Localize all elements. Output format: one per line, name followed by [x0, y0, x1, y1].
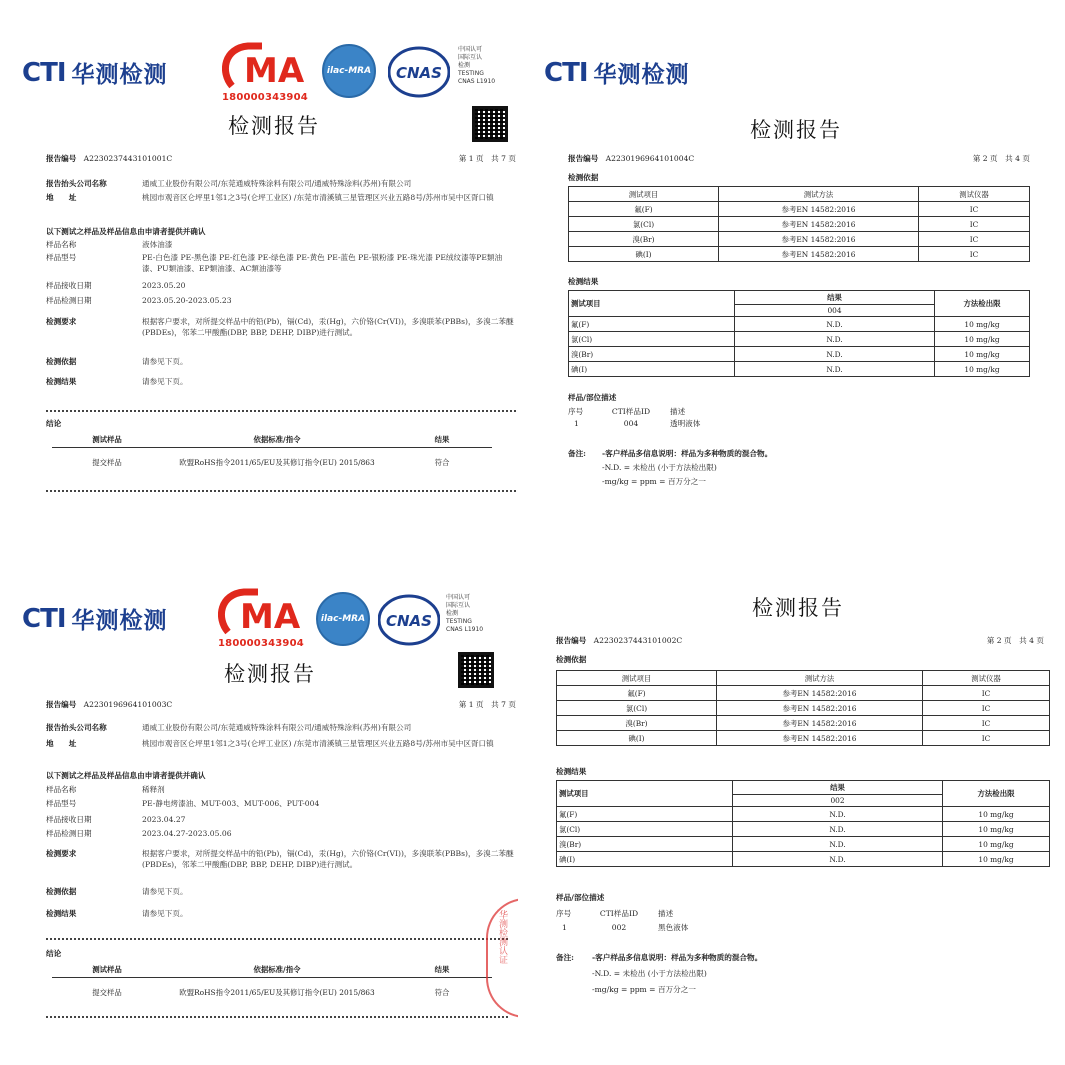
- table-row: 004: [569, 305, 1030, 317]
- table-row: 氯(Cl) 参考EN 14582:2016 IC: [569, 217, 1030, 232]
- conclusion-table: [52, 432, 492, 477]
- requirement-row: 检测要求 根据客户要求，对所提交样品中的铅(Pb)，镉(Cd)，汞(Hg)，六价铬(Cr(VI))，多溴联苯(PBBs)，多溴二苯醚(PBDEs)，邻苯二甲酸酯(DBP, BBP, DEHP, DIBP)进行测试。: [46, 849, 514, 869]
- table-row: 碘(I) 参考EN 14582:2016 IC: [557, 731, 1050, 746]
- note-line-3: -mg/kg = ppm = 百万分之一: [592, 985, 696, 994]
- client-row: 报告抬头公司名称 通威工业股份有限公司/东莞通威特殊涂料有限公司/通威特殊涂料(苏州)有限公司: [46, 179, 412, 188]
- sample-desc-row: 1 004 透明液体: [574, 419, 701, 428]
- result-row: 检测结果 请参见下页。: [46, 909, 188, 918]
- table-row: 测试样品 依据标准/指令 结果: [52, 962, 492, 977]
- table-row: 溴(Br) 参考EN 14582:2016 IC: [557, 716, 1050, 731]
- table-row: 提交样品 欧盟RoHS指令2011/65/EU及其修订指令(EU) 2015/863 符合: [92, 987, 450, 997]
- cti-logo: CTI 华测检测: [22, 603, 168, 634]
- divider: [46, 410, 516, 412]
- cti-logo: CTI 华测检测: [544, 57, 690, 88]
- table-row: 002: [557, 795, 1050, 807]
- table-row: 氟(F) 参考EN 14582:2016 IC: [569, 202, 1030, 217]
- result-table: [568, 290, 1030, 377]
- note-line-2: -N.D. = 未检出 (小于方法检出限): [592, 969, 707, 978]
- conclusion-label: 结论: [46, 419, 62, 428]
- note-line-3: -mg/kg = ppm = 百万分之一: [602, 477, 706, 486]
- cti-logo-text: CTI: [22, 57, 66, 88]
- basis-row: 检测依据 请参见下页。: [46, 887, 188, 896]
- report-number: A2230196964101003C: [83, 700, 173, 709]
- qr-code-icon: [472, 106, 508, 142]
- cma-mark-icon: [218, 588, 304, 649]
- test-date-row: 样品检测日期 2023.05.20-2023.05.23: [46, 296, 232, 305]
- sample-model-row: 样品型号 PE-白色漆 PE-黑色漆 PE-红色漆 PE-绿色漆 PE-黄色 PE-蓝色 PE-银粉漆 PE-珠光漆 PE绒纹漆等PE類油漆、PU類油漆、EP類油漆、AC類油漆等: [46, 253, 503, 273]
- table-row: 氟(F) 参考EN 14582:2016 IC: [557, 686, 1050, 701]
- svg-text:MA: MA: [240, 597, 300, 637]
- table-row: 碘(I) 参考EN 14582:2016 IC: [569, 247, 1030, 262]
- report-page-2: [540, 38, 1050, 500]
- svg-text:CNAS: CNAS: [386, 612, 432, 630]
- result-heading: 检测结果: [556, 767, 587, 776]
- report-number: A2230237443101001C: [83, 154, 173, 163]
- table-row: 碘(I) N.D. 10 mg/kg: [557, 852, 1050, 867]
- cti-logo: [22, 56, 168, 89]
- qr-code-icon: [458, 652, 494, 688]
- sample-desc-heading: 样品/部位描述: [568, 393, 617, 402]
- table-row: 测试项目 结果 方法检出限: [557, 781, 1050, 795]
- table-row: 测试项目 测试方法 测试仪器: [557, 671, 1050, 686]
- ilac-mra-icon: ilac-MRA: [316, 592, 370, 646]
- result-row: 检测结果 请参见下页。: [46, 377, 188, 386]
- table-row: 碘(I) N.D. 10 mg/kg: [569, 362, 1030, 377]
- report-page-4: [540, 568, 1050, 1013]
- report-title: 检测报告: [752, 596, 844, 620]
- note-line-1: 备注: -客户样品多信息说明：样品为多种物质的混合物。: [556, 953, 763, 962]
- table-row: 溴(Br) N.D. 10 mg/kg: [557, 837, 1050, 852]
- cnas-icon: [388, 46, 450, 98]
- svg-text:MA: MA: [244, 51, 304, 91]
- report-number-line: 报告编号 A2230237443101002C 第 2 页 共 4 页: [556, 636, 1044, 645]
- report-number-line: 报告编号 A2230196964101004C 第 2 页 共 4 页: [568, 154, 1030, 163]
- table-row: 氟(F) N.D. 10 mg/kg: [557, 807, 1050, 822]
- client-row: 报告抬头公司名称 通威工业股份有限公司/东莞通威特殊涂料有限公司/通威特殊涂料(苏州)有限公司: [46, 723, 412, 732]
- table-row: 测试项目 测试方法 测试仪器: [569, 187, 1030, 202]
- red-seal-stamp-icon: 华测检测认证: [486, 898, 518, 1018]
- table-row: 氟(F) N.D. 10 mg/kg: [569, 317, 1030, 332]
- table-row: 氯(Cl) N.D. 10 mg/kg: [557, 822, 1050, 837]
- method-table: [568, 186, 1030, 262]
- cnas-icon: [378, 594, 440, 646]
- sample-name-row: 样品名称 稀释剂: [46, 785, 165, 794]
- received-date-row: 样品接收日期 2023.05.20: [46, 281, 186, 290]
- cma-mark-icon: [222, 42, 308, 103]
- cma-number: 180000343904: [222, 92, 308, 103]
- confirm-line: 以下测试之样品及样品信息由申请者提供并确认: [46, 227, 206, 236]
- divider: [46, 490, 516, 492]
- basis-row: 检测依据 请参见下页。: [46, 357, 188, 366]
- report-title: 检测报告: [228, 114, 320, 138]
- cnas-accreditation-text: 中国认可 国际互认 检测 TESTING CNAS L1910: [458, 46, 496, 85]
- table-row: 测试样品 依据标准/指令 结果: [52, 432, 492, 447]
- report-number: A2230237443101002C: [593, 636, 683, 645]
- sample-name-row: 样品名称 液体油漆: [46, 240, 173, 249]
- page-indicator: 第 2 页 共 4 页: [986, 636, 1044, 645]
- basis-heading: 检测依据: [556, 655, 587, 664]
- report-number-line: 报告编号 A2230196964101003C 第 1 页 共 7 页: [46, 700, 516, 709]
- table-row: 氯(Cl) 参考EN 14582:2016 IC: [557, 701, 1050, 716]
- ilac-mra-icon: ilac-MRA: [322, 44, 376, 98]
- method-table: [556, 670, 1050, 746]
- page-indicator: 第 1 页 共 7 页: [458, 154, 516, 163]
- sample-desc-header: 序号 CTI样品ID 描述: [556, 909, 674, 918]
- cma-number: 180000343904: [218, 638, 304, 649]
- address-row: 地 址 桃园市观音区仑坪里1邻1之3号(仑坪工业区) /东莞市清溪镇三星管理区兴业五路8号/苏州市吴中区胥口镇: [46, 739, 494, 748]
- report-number-line: 报告编号 A2230237443101001C 第 1 页 共 7 页: [46, 154, 516, 163]
- conclusion-table: [52, 962, 492, 1007]
- report-title: 检测报告: [750, 118, 842, 142]
- report-page-1: [18, 38, 518, 500]
- report-page-3: [18, 580, 518, 1025]
- sample-desc-heading: 样品/部位描述: [556, 893, 605, 902]
- received-date-row: 样品接收日期 2023.04.27: [46, 815, 186, 824]
- test-date-row: 样品检测日期 2023.04.27-2023.05.06: [46, 829, 232, 838]
- result-heading: 检测结果: [568, 277, 599, 286]
- table-row: 溴(Br) N.D. 10 mg/kg: [569, 347, 1030, 362]
- confirm-line: 以下测试之样品及样品信息由申请者提供并确认: [46, 771, 206, 780]
- sample-desc-header: 序号 CTI样品ID 描述: [568, 407, 686, 416]
- svg-text:CNAS: CNAS: [396, 64, 442, 82]
- table-row: 提交样品 欧盟RoHS指令2011/65/EU及其修订指令(EU) 2015/863 符合: [92, 457, 450, 467]
- table-row: 测试项目 结果 方法检出限: [569, 291, 1030, 305]
- address-row: 地 址 桃园市观音区仑坪里1邻1之3号(仑坪工业区) /东莞市清溪镇三星管理区兴业五路8号/苏州市吴中区胥口镇: [46, 193, 494, 202]
- cti-logo-chinese: 华测检测: [71, 62, 168, 88]
- page-indicator: 第 1 页 共 7 页: [458, 700, 516, 709]
- table-row: 溴(Br) 参考EN 14582:2016 IC: [569, 232, 1030, 247]
- requirement-row: 检测要求 根据客户要求，对所提交样品中的铅(Pb)，镉(Cd)，汞(Hg)，六价铬(Cr(VI))，多溴联苯(PBBs)，多溴二苯醚(PBDEs)，邻苯二甲酸酯(DBP, BBP, DEHP, DIBP)进行测试。: [46, 317, 514, 337]
- divider: [46, 1016, 508, 1018]
- divider: [46, 938, 508, 940]
- report-title: 检测报告: [224, 662, 316, 686]
- sample-desc-row: 1 002 黑色液体: [562, 923, 689, 932]
- table-row: 氯(Cl) N.D. 10 mg/kg: [569, 332, 1030, 347]
- sample-model-row: 样品型号 PE-静电烤漆油、MUT-003、MUT-006、PUT-004: [46, 799, 320, 808]
- note-line-1: 备注: -客户样品多信息说明：样品为多种物质的混合物。: [568, 449, 773, 458]
- conclusion-label: 结论: [46, 949, 62, 958]
- report-number: A2230196964101004C: [605, 154, 695, 163]
- cnas-accreditation-text: 中国认可 国际互认 检测 TESTING CNAS L1910: [446, 594, 484, 633]
- note-line-2: -N.D. = 未检出 (小于方法检出限): [602, 463, 717, 472]
- basis-heading: 检测依据: [568, 173, 599, 182]
- page-indicator: 第 2 页 共 4 页: [972, 154, 1030, 163]
- result-table: [556, 780, 1050, 867]
